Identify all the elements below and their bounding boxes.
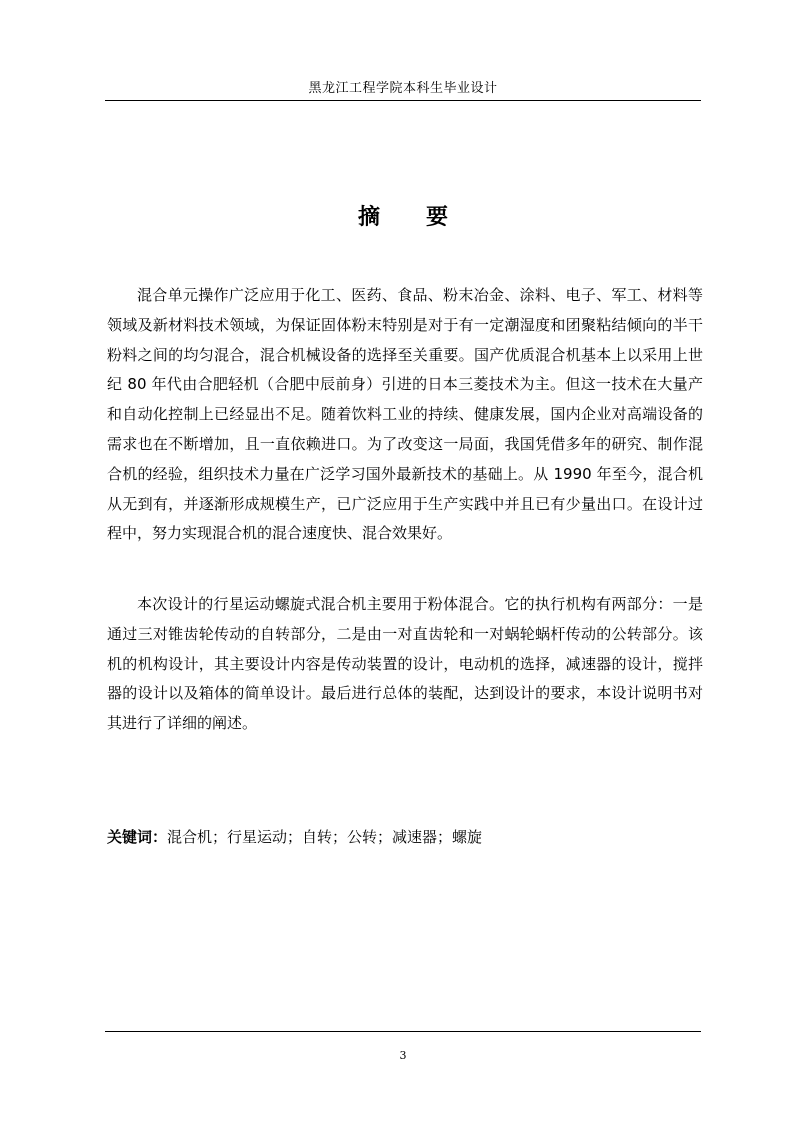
title-char-2: 要 xyxy=(426,205,449,230)
abstract-paragraph-2: 本次设计的行星运动螺旋式混合机主要用于粉体混合。它的执行机构有两部分：一是通过三对锥齿轮传动的自转部分，二是由一对直齿轮和一对蜗轮蜗杆传动的公转部分。该机的机构设计，其主要设计内容是传动装置的设计，电动机的选择，减速器的设计，搅拌器的设计以及箱体的简单设计。最后进行总体的装配，达到设计的要求，本设计说明书对其进行了详细的阐述。 xyxy=(107,595,703,733)
page-header: 黑龙江工程学院本科生毕业设计 xyxy=(308,81,498,96)
abstract-paragraph-1: 混合单元操作广泛应用于化工、医药、食品、粉末冶金、涂料、电子、军工、材料等领域及新材料技术领域，为保证固体粉末特别是对于有一定潮湿度和团聚粘结倾向的半干粉料之间的均匀混合，混合机械设备的选择至关重要。国产优质混合机基本上以采用上世纪 80 年代由合肥轻机（合肥中辰前身）引进的日本三菱技术为主。但这一技术在大量产和自动化控制上已经显出不足。随着饮料工业的持续、健康发展，国内企业对高端设备的需求也在不断增加，且一直依赖进口。为了改变这一局面，我国凭借多年的研究、制作混合机的经验，组织技术力量在广泛学习国外最新技术的基础上。从 1990 年至今，混合机从无到有，并逐渐形成规模生产，已广泛应用于生产实践中并且已有少量出口。在设计过程中，努力实现混合机的混合速度快、混合效果好。 xyxy=(107,286,703,543)
header-divider xyxy=(105,100,701,101)
keywords-label: 关键词： xyxy=(107,828,168,846)
page-number: 3 xyxy=(399,1049,407,1062)
abstract-title xyxy=(105,202,701,234)
keywords-line xyxy=(107,822,703,852)
keywords-value: 混合机；行星运动；自转；公转；减速器；螺旋 xyxy=(167,828,483,846)
title-char-1: 摘 xyxy=(357,205,380,230)
footer-divider xyxy=(105,1031,701,1032)
